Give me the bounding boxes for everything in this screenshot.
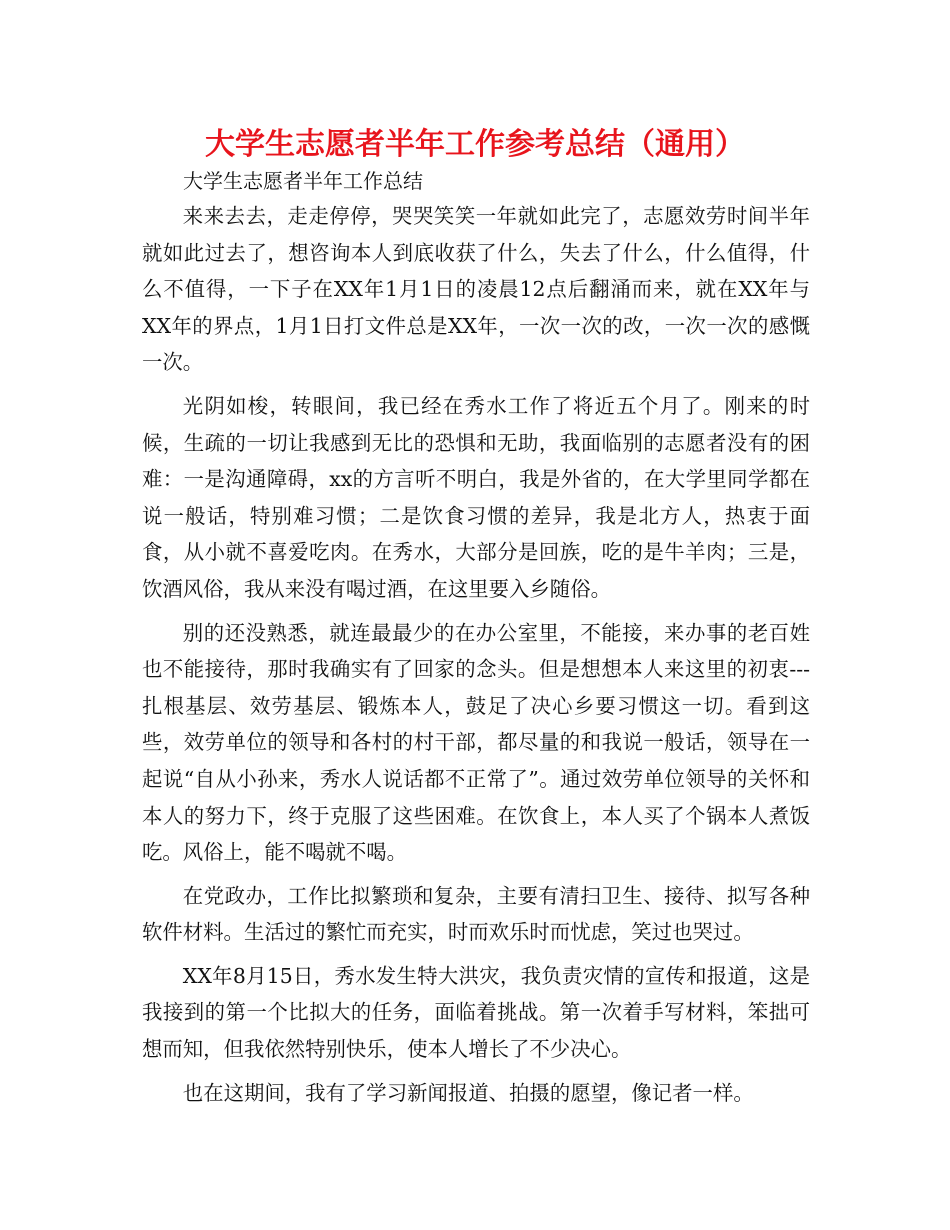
paragraph: 光阴如梭，转眼间，我已经在秀水工作了将近五个月了。刚来的时候，生疏的一切让我感到无比的恐惧和无助，我面临别的志愿者没有的困难：一是沟通障碍，xx的方言听不明白，我是外省的，在大学里同学都在说一般话，特别难习惯；二是饮食习惯的差异，我是北方人，热衷于面食，从小就不喜爱吃肉。在秀水，大部分是回族，吃的是牛羊肉；三是，饮酒风俗，我从来没有喝过酒，在这里要入乡随俗。: [142, 393, 810, 601]
paragraph: 也在这期间，我有了学习新闻报道、拍摄的愿望，像记者一样。: [182, 1080, 754, 1105]
paragraph: 别的还没熟悉，就连最最少的在办公室里，不能接，来办事的老百姓也不能接待，那时我确实有了回家的念头。但是想想本人来这里的初衷---扎根基层、效劳基层、锻炼本人，鼓足了决心乡要习惯这一切。看到这些，效劳单位的领导和各村的村干部，都尽量的和我说一般话，领导在一起说“自从小孙来，秀水人说话都不正常了”。通过效劳单位领导的关怀和本人的努力下，终于克服了这些困难。在饮食上，本人买了个锅本人煮饭吃。风俗上，能不喝就不喝。: [142, 620, 810, 865]
paragraph: 来来去去，走走停停，哭哭笑笑一年就如此完了，志愿效劳时间半年就如此过去了，想咨询本人到底收获了什么，失去了什么，什么值得，什么不值得，一下子在XX年1月1日的凌晨12点后翻涌而来，就在XX年与XX年的界点，1月1日打文件总是XX年，一次一次的改，一次一次的感慨一次。: [142, 204, 810, 375]
document-subtitle: 大学生志愿者半年工作总结: [183, 169, 423, 193]
document-body: [142, 198, 810, 1118]
paragraph: 在党政办，工作比拟繁琐和复杂，主要有清扫卫生、接待、拟写各种软件材料。生活过的繁忙而充实，时而欢乐时而忧虑，笑过也哭过。: [142, 883, 810, 945]
paragraph: XX年8月15日，秀水发生特大洪灾，我负责灾情的宣传和报道，这是我接到的第一个比拟大的任务，面临着挑战。第一次着手写材料，笨拙可想而知，但我依然特别快乐，使本人增长了不少决心。: [142, 963, 810, 1062]
document-title: 大学生志愿者半年工作参考总结（通用）: [205, 127, 745, 162]
